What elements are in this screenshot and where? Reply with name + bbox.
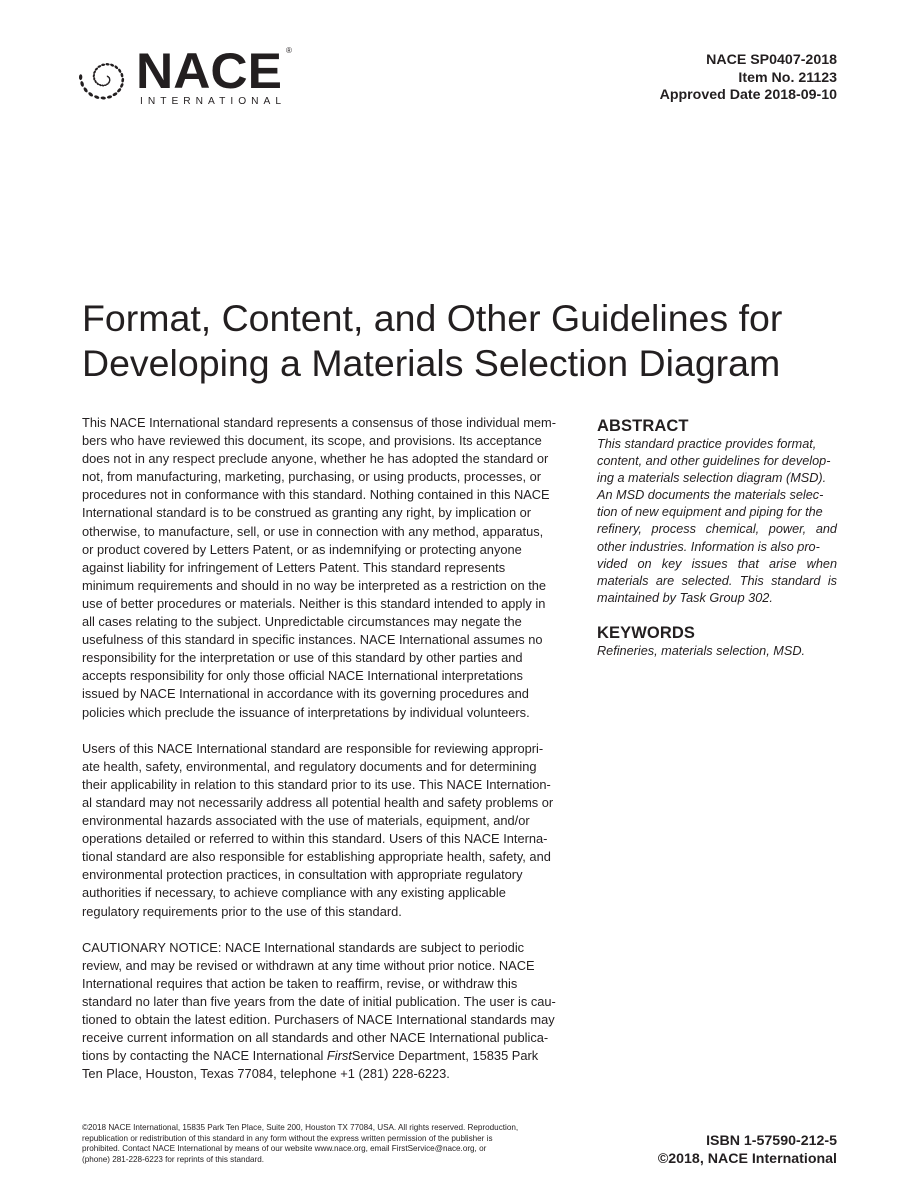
logo-swirl-dot [120,83,125,89]
abstract-line: other industries. Information is also pro- [597,539,820,554]
text-line: environmental hazards associated with the use of materials, equipment, and/or [82,813,530,829]
text-line: tioned to obtain the latest edition. Purchasers of NACE International standards may [82,1012,555,1028]
nace-logo-graphic [78,44,298,110]
text-line: their applicability in relation to this standard prior to its use. This NACE Internation- [82,776,551,792]
keywords-heading: KEYWORDS [597,623,695,642]
logo-swirl-dot [116,88,121,94]
title-line: Developing a Materials Selection Diagram [82,342,781,384]
consensus-paragraph [82,414,580,722]
text-line: environmental protection practices, in consultation with appropriate regulatory [82,867,523,883]
logo-swirl-dot [93,70,97,74]
firstservice-emphasis: First [326,1048,352,1064]
abstract-line: refinery, process chemical, power, and [597,522,837,537]
text-line: authorities if necessary, to achieve compliance with any existing applicable [82,885,506,901]
abstract-text [597,436,837,607]
logo-swirl-dot [101,84,104,86]
text-line: al standard may not necessarily address all potential health and safety problems or [82,794,554,810]
logo-swirl-dot [94,95,100,100]
logo-swirl-dot [112,92,118,97]
copyright-line: republication or redistribution of this standard in any form without the express written permission of the publisher is [82,1133,493,1143]
keywords-text: Refineries, materials selection, MSD. [597,643,806,658]
logo-swirl-dot [107,95,113,99]
text-line: against liability for infringement of Letters Patent. This standard represents [82,559,506,575]
text-line: policies which preclude the issuance of interpretations by individual volunteers. [82,704,530,720]
logo-swirl-dot [114,65,119,70]
logo-swirl-dot [88,91,94,97]
logo-swirl-dot [79,74,83,80]
text-line: standard no later than five years from the date of initial publication. The user is cau- [82,994,556,1009]
text-line [82,1047,580,1065]
abstract-line: maintained by Task Group 302. [597,590,773,605]
standard-number: NACE SP0407-2018 [706,52,837,68]
text-line: responsibility for the interpretation or use of this standard by other parties and [82,650,523,666]
abstract-column [597,416,837,660]
text-segment: Service Department, 15835 Park [351,1048,539,1064]
logo-wordmark: NACE [136,44,282,99]
logo-swirl-dot [120,73,123,78]
user-responsibility-paragraph [82,740,580,921]
abstract-line: An MSD documents the materials selec- [597,488,824,503]
abstract-heading: ABSTRACT [597,417,689,435]
text-line: does not in any respect preclude anyone, whether he has adopted the standard or [82,451,549,467]
copyright-line: ©2018 NACE International, 15835 Park Ten Place, Suite 200, Houston TX 77084, USA. All rights reserved. Reproduction, [82,1123,519,1132]
text-line: operations detailed or referred to within this standard. Users of this NACE Interna- [82,831,548,847]
logo-swirl-dot [110,63,115,67]
logo-swirl-dot [97,65,101,69]
logo-subtitle: INTERNATIONAL [140,96,281,107]
abstract-line: vided on key issues that arise when [597,556,837,571]
text-line: or product covered by Letters Patent, or as indemnifying or protecting anyone [82,541,522,557]
logo-swirl-dot [105,63,109,66]
approved-date: Approved Date 2018-09-10 [659,87,837,103]
abstract-line: This standard practice provides format, [597,437,817,451]
text-line: receive current information on all standards and other NACE International publica- [82,1030,549,1046]
logo-swirl-dot [92,74,95,78]
text-line: minimum requirements and should in no way be interpreted as a restriction on the [82,577,547,593]
disclaimer-column [82,414,580,1102]
logo-swirl-icon [79,63,124,100]
isbn: ISBN 1-57590-212-5 [706,1133,837,1149]
abstract-line: materials are selected. This standard is [597,573,837,588]
logo-swirl-dot [100,96,106,99]
text-line: use of better procedures or materials. Neither is this standard intended to apply in [82,595,546,611]
publication-info [658,1132,837,1168]
logo-swirl-dot [118,68,122,73]
text-line: International requires that action be taken to reaffirm, revise, or withdraw this [82,975,518,991]
nace-logo [78,44,298,110]
abstract-line: content, and other guidelines for develop- [597,454,831,469]
text-line: procedures not in conformance with this standard. Nothing contained in this NACE [82,487,550,503]
text-line: review, and may be revised or withdrawn at any time without prior notice. NACE [82,957,535,973]
text-line: Users of this NACE International standard are responsible for reviewing appropri- [82,740,544,756]
text-line: bers who have reviewed this document, its scope, and provisions. Its acceptance [82,433,542,449]
text-line: International standard is to be construed as granting any right, by implication or [82,505,532,521]
text-line: all cases relating to the subject. Unpredictable circumstances may negate the [82,614,522,630]
text-line: CAUTIONARY NOTICE: NACE International standards are subject to periodic [82,939,525,955]
title-line: Format, Content, and Other Guidelines for [82,297,783,339]
abstract-line: tion of new equipment and piping for the [597,505,823,520]
document-identification [660,52,837,105]
registered-mark: ® [286,46,292,55]
cautionary-notice-paragraph [82,939,580,1084]
abstract-line: ing a materials selection diagram (MSD). [597,471,827,486]
document-title [82,296,862,386]
text-segment: tions by contacting the NACE International [82,1048,327,1064]
logo-swirl-dot [83,87,89,93]
text-line: ate health, safety, environmental, and regulatory documents and for determining [82,758,537,774]
text-line: otherwise, to manufacture, sell, or use in connection with any method, apparatus, [82,523,544,539]
text-line: not, from manufacturing, marketing, purchasing, or using products, processes, or [82,469,542,485]
text-line: regulatory requirements prior to the use of this standard. [82,903,402,919]
text-line: tional standard are also responsible for establishing appropriate health, safety, and [82,849,551,865]
text-line: issued by NACE International in accordance with its governing procedures and [82,686,529,702]
text-line: usefulness of this standard in specific instances. NACE International assumes no [82,632,543,648]
copyright-line: prohibited. Contact NACE International by means of our website www.nace.org, email FirstService@nace.org, or [82,1144,487,1154]
logo-swirl-dot [121,78,124,83]
copyright-line: (phone) 281-228-6223 for reprints of this standard. [82,1154,265,1164]
text-line: Ten Place, Houston, Texas 77084, telephone +1 (281) 228-6223. [82,1066,450,1082]
text-line: This NACE International standard represents a consensus of those individual mem- [82,415,557,430]
item-number: Item No. 21123 [738,69,837,86]
logo-swirl-dot [101,63,105,66]
logo-swirl-dot [80,81,85,87]
copyright-short: ©2018, NACE International [657,1151,837,1167]
text-line: accepts responsibility for only those official NACE International interpretations [82,668,523,684]
copyright-notice [82,1123,602,1165]
